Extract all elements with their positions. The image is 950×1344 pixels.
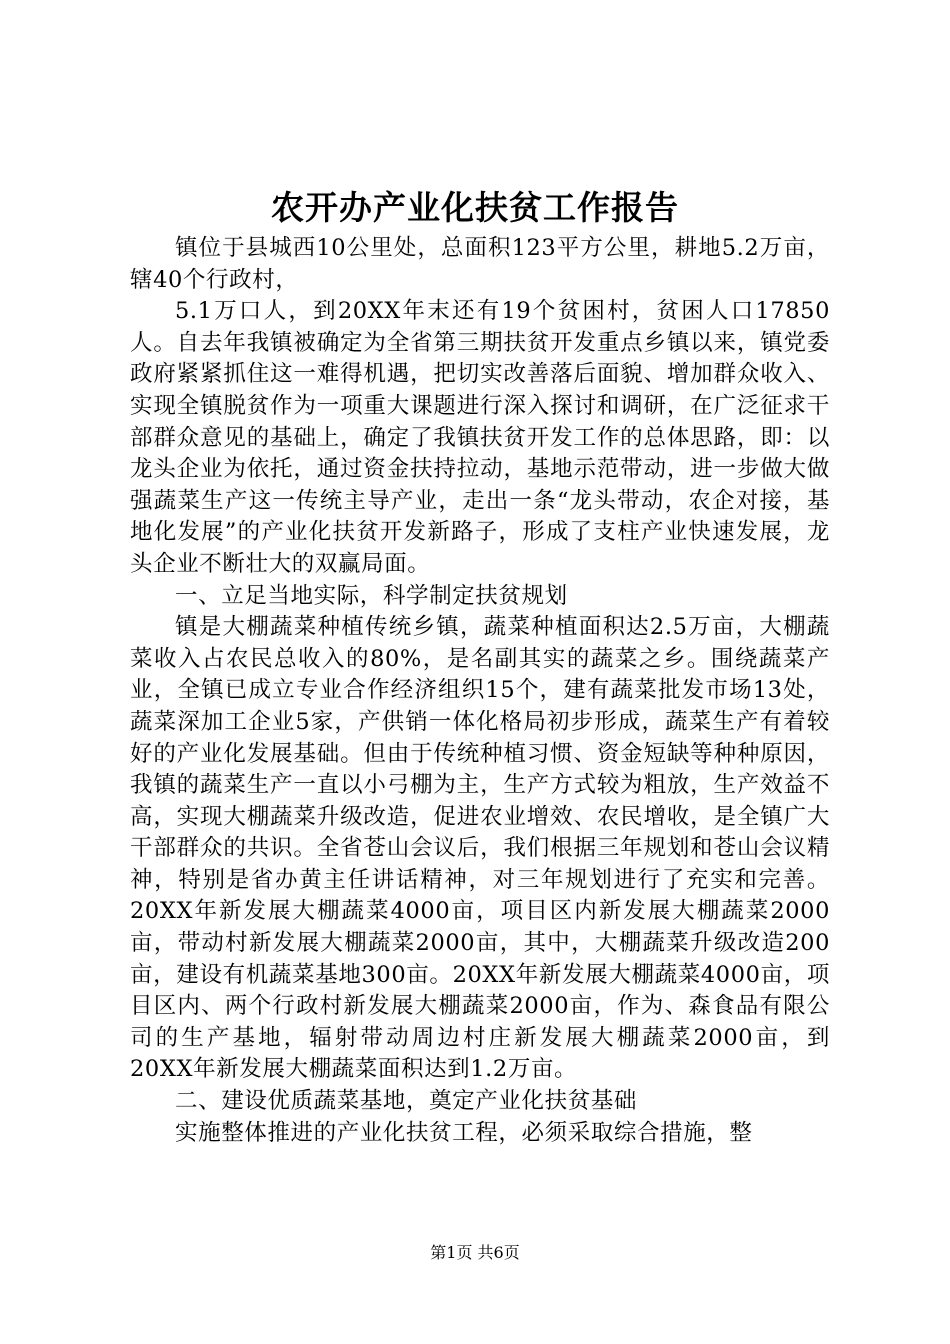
paragraph-intro: 镇位于县城西10公里处，总面积123平方公里，耕地5.2万亩，辖40个行政村， (130, 235, 830, 293)
section-heading-2: 二、建设优质蔬菜基地，奠定产业化扶贫基础 (175, 1088, 638, 1115)
page-footer: 第1页 共6页 (430, 1243, 520, 1262)
paragraph-overview: 5.1万口人，到20XX年末还有19个贫困村，贫困人口17850人。自去年我镇被确定为全省第三期扶贫开发重点乡镇以来，镇党委政府紧紧抓住这一难得机遇，把切实改善落后面貌、增加群众收入、实现全镇脱贫作为一项重大课题进行深入探讨和调研，在广泛征求干部群众意见的基础上，确定了我镇扶贫开发工作的总体思路，即：以龙头企业为依托，通过资金扶持拉动，基地示范带动，进一步做大做强蔬菜生产这一传统主导产业，走出一条“龙头带动，农企对接，基地化发展”的产业化扶贫开发新路子，形成了支柱产业快速发展，龙头企业不断壮大的双赢局面。 (130, 298, 830, 577)
document-title: 农开办产业化扶贫工作报告 (271, 188, 679, 227)
paragraph-section-1: 镇是大棚蔬菜种植传统乡镇，蔬菜种植面积达2.5万亩，大棚蔬菜收入占农民总收入的80%，是名副其实的蔬菜之乡。围绕蔬菜产业，全镇已成立专业合作经济组织15个，建有蔬菜批发市场13处，蔬菜深加工企业5家，产供销一体化格局初步形成，蔬菜生产有着较好的产业化发展基础。但由于传统种植习惯、资金短缺等种种原因，我镇的蔬菜生产一直以小弓棚为主，生产方式较为粗放，生产效益不高，实现大棚蔬菜升级改造，促进农业增效、农民增收，是全镇广大干部群众的共识。全省苍山会议后，我们根据三年规划和苍山会议精神，特别是省办黄主任讲话精神，对三年规划进行了充实和完善。20XX年新发展大棚蔬菜4000亩，项目区内新发展大棚蔬菜2000亩，带动村新发展大棚蔬菜2000亩，其中，大棚蔬菜升级改造200亩，建设有机蔬菜基地300亩。20XX年新发展大棚蔬菜4000亩，项目区内、两个行政村新发展大棚蔬菜2000亩，作为、森食品有限公司的生产基地，辐射带动周边村庄新发展大棚蔬菜2000亩，到20XX年新发展大棚蔬菜面积达到1.2万亩。 (130, 614, 830, 1083)
paragraph-section-2: 实施整体推进的产业化扶贫工程，必须采取综合措施，整 (175, 1119, 753, 1146)
section-heading-1: 一、立足当地实际，科学制定扶贫规划 (175, 582, 568, 609)
document-body (130, 233, 830, 1149)
